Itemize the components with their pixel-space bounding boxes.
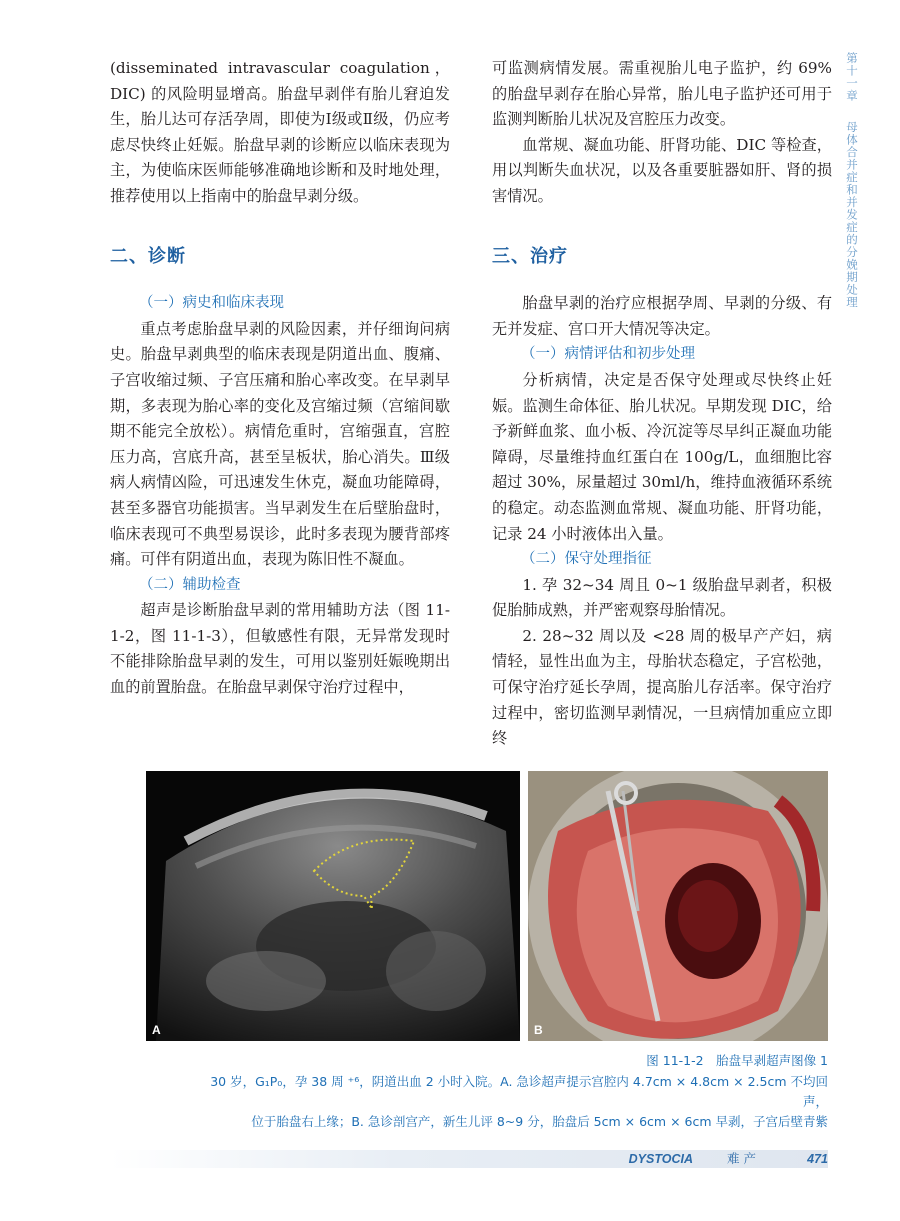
footer-book-title-zh: 难 产 [727,1151,756,1166]
page-number: 471 [807,1152,828,1166]
figure-caption-body [188,1072,828,1132]
figure-ultrasound-image [146,771,520,1041]
left-column [110,56,450,701]
figure-caption-line-2: 位于胎盘右上缘；B. 急诊剖宫产，新生儿评 8~9 分，胎盘后 5cm × 6cm × 6cm 早剥，子宫后壁青紫 [251,1114,828,1129]
page-footer [110,1150,828,1168]
figure-label-b: B [534,1023,543,1037]
figure-surgical-photo [528,771,828,1041]
right-column [492,56,832,752]
chapter-sidebar [842,52,860,322]
assessment-paragraph: 分析病情，决定是否保守处理或尽快终止妊娠。监测生命体征、胎儿状况。早期发现 DIC，给予新鲜血浆、血小板、冷沉淀等尽早纠正凝血功能障碍，尽量维持血红蛋白在 100g/L，血细胞比容超过 30%，尿量超过 30ml/h，维持血液循环系统的稳定。动态监测血常规、凝血功能、肝肾功能，记录 24 小时液体出入量。 [492,370,832,543]
history-paragraph: 重点考虑胎盘早剥的风险因素，并仔细询问病史。胎盘早剥典型的临床表现是阴道出血、腹痛、子宫收缩过频、子宫压痛和胎心率改变。在早剥早期，多表现为胎心率的变化及宫缩过频（宫缩间歇期不能完全放松）。病情危重时，宫缩强直，宫腔压力高，宫底升高，甚至呈板状，胎心消失。Ⅲ级病人病情凶险，可迅速发生休克，凝血功能障碍，甚至多器官功能损害。当早剥发生在后壁胎盘时，临床表现可不典型易误诊，此时多表现为腰背部疼痛。可伴有阴道出血，表现为陈旧性不凝血。 [110,319,450,569]
intro-paragraph: (disseminated intravascular coagulation，DIC) 的风险明显增高。胎盘早剥伴有胎儿窘迫发生，胎儿达可存活孕周，即使为Ⅰ级或Ⅱ级，仍应考虑尽快终止妊娠。胎盘早剥的诊断应以临床表现为主，为使临床医师能够准确地诊断和及时地处理，推荐使用以上指南中的胎盘早剥分级。 [110,59,450,205]
chapter-number: 第十一章 [845,52,859,102]
conservative-item-2: 2. 28~32 周以及 <28 周的极早产产妇，病情轻，显性出血为主，母胎状态稳定，子宫松弛，可保守治疗延长孕周，提高胎儿存活率。保守治疗过程中，密切监测早剥情况，一旦病情加重应立即终 [492,626,832,748]
subheading-conservative: （二）保守处理指征 [521,551,652,568]
surgical-photo-graphic [528,771,828,1041]
subheading-assessment: （一）病情评估和初步处理 [521,346,695,363]
figure-caption-line-1: 30 岁，G₁P₀，孕 38 周 ⁺⁶，阴道出血 2 小时入院。A. 急诊超声提示宫腔内 4.7cm × 4.8cm × 2.5cm 不均回声， [210,1074,828,1109]
section-heading-diagnosis: 二、诊断 [110,245,186,267]
chapter-title: 母体合并症和并发症的分娩期处理 [845,120,859,309]
figure-caption-title: 图 11-1-2 胎盘早剥超声图像 1 [646,1053,828,1068]
subheading-auxiliary-exam: （二）辅助检查 [139,576,241,593]
footer-book-title-en: DYSTOCIA [628,1152,693,1166]
subheading-history: （一）病史和临床表现 [139,295,284,312]
continued-paragraph-1: 可监测病情发展。需重视胎儿电子监护，约 69% 的胎盘早剥存在胎心异常，胎儿电子监护还可用于监测判断胎儿状况及宫腔压力改变。 [492,59,832,129]
ultrasound-graphic [146,771,520,1041]
section-heading-treatment: 三、治疗 [492,245,568,267]
figure-label-a: A [152,1023,161,1037]
continued-paragraph-2: 血常规、凝血功能、肝肾功能、DIC 等检查，用以判断失血状况，以及各重要脏器如肝、肾的损害情况。 [492,135,832,205]
conservative-item-1: 1. 孕 32~34 周且 0~1 级胎盘早剥者，积极促胎肺成熟，并严密观察母胎情况。 [492,575,832,620]
auxiliary-exam-paragraph: 超声是诊断胎盘早剥的常用辅助方法（图 11-1-2，图 11-1-3），但敏感性有限，无异常发现时不能排除胎盘早剥的发生，可用以鉴别妊娠晚期出血的前置胎盘。在胎盘早剥保守治疗过程中， [110,601,450,697]
treatment-intro-paragraph: 胎盘早剥的治疗应根据孕周、早剥的分级、有无并发症、宫口开大情况等决定。 [492,294,832,338]
